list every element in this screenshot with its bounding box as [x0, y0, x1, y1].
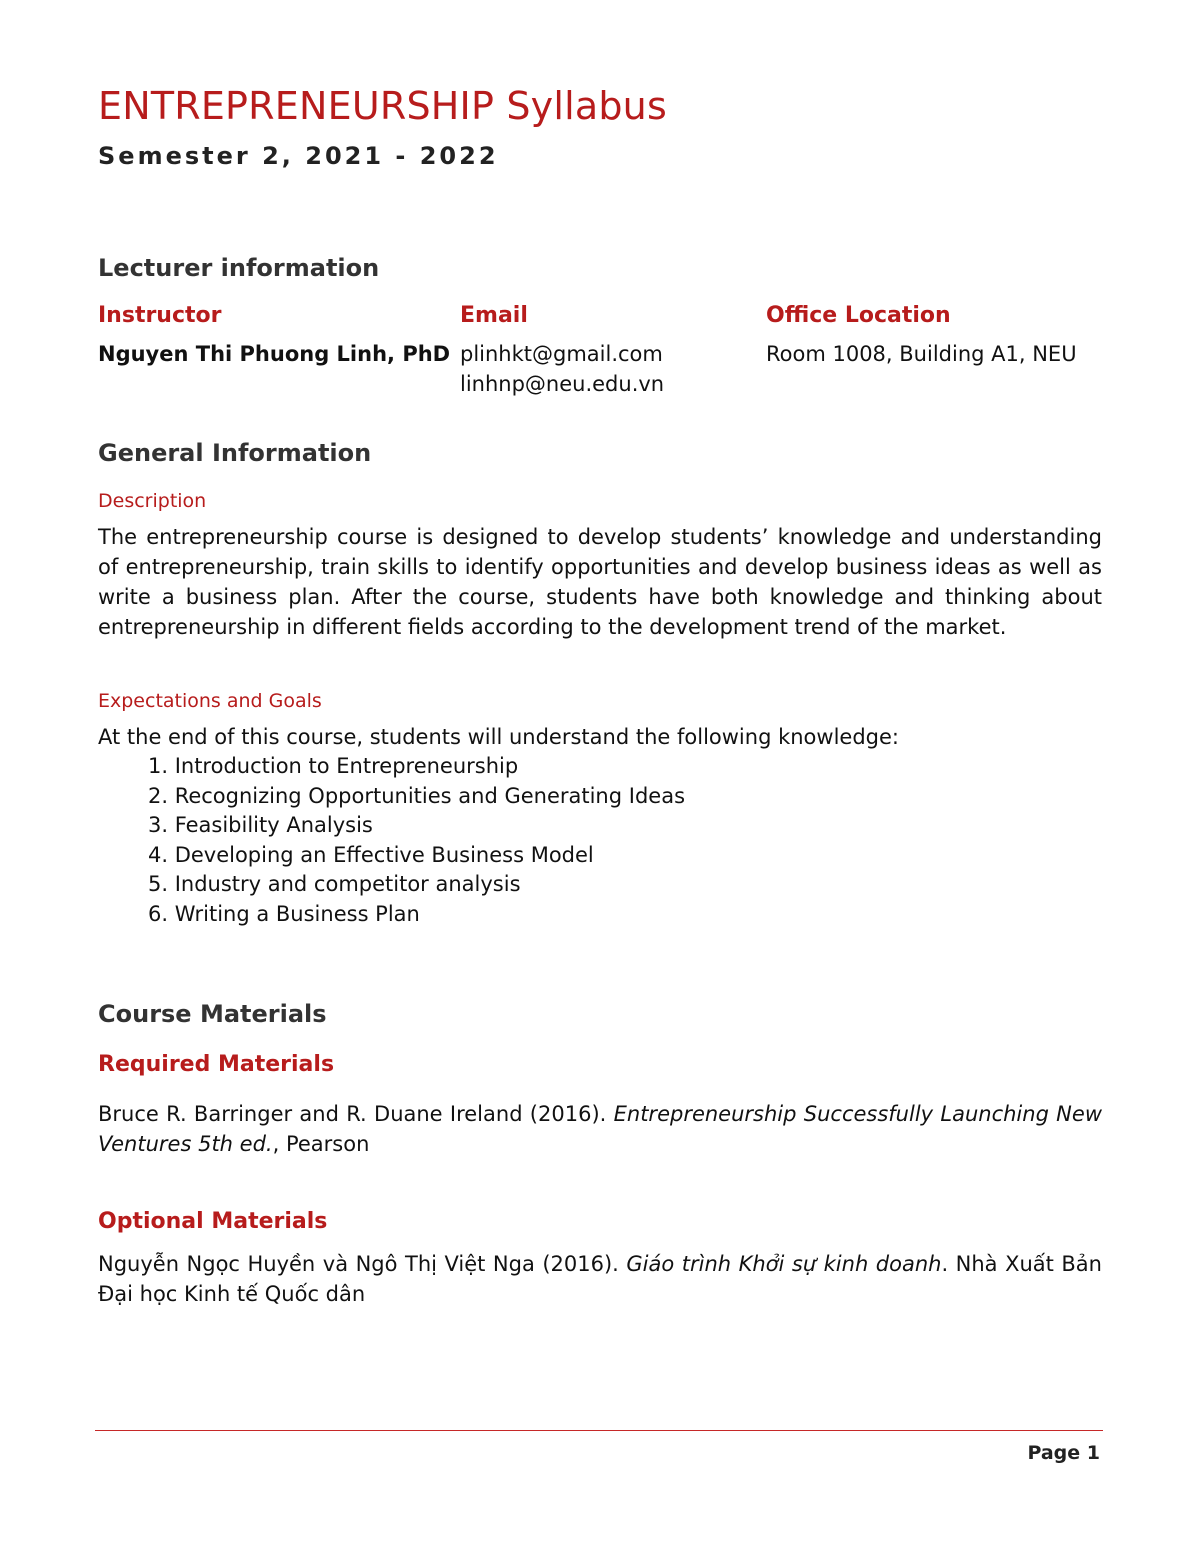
list-item: 6. Writing a Business Plan — [147, 901, 420, 926]
description-label: Description — [98, 490, 207, 512]
list-item: 3. Feasibility Analysis — [147, 813, 373, 838]
expectations-goals-label: Expectations and Goals — [98, 690, 322, 712]
goals-intro: At the end of this course, students will understand the following knowledge: — [98, 725, 899, 749]
optional-book-title: Giáo trình Khởi sự kinh doanh — [626, 1252, 942, 1276]
instructor-label: Instructor — [98, 303, 222, 328]
course-materials-heading: Course Materials — [98, 1000, 327, 1028]
document-title: ENTREPRENEURSHIP Syllabus — [98, 84, 667, 128]
optional-materials-reference: Nguyễn Ngọc Huyền và Ngô Thị Việt Nga (2016). Giáo trình Khởi sự kinh doanh. Nhà Xuất Bản Đại học Kinh tế Quốc dân — [98, 1252, 1102, 1306]
list-item: 2. Recognizing Opportunities and Generating Ideas — [147, 783, 686, 808]
description-text: The entrepreneurship course is designed to develop students’ knowledge and understanding of entrepreneurship, train skills to identify opportunities and develop business ideas as well as write a business plan. After the course, students have both knowledge and thinking about entrepreneurship in different fields according to the development trend of the market. — [98, 525, 1102, 639]
office-location-label: Office Location — [766, 303, 951, 328]
email-label: Email — [460, 303, 528, 328]
required-materials-label: Required Materials — [98, 1052, 335, 1077]
footer-divider — [95, 1430, 1103, 1431]
lecturer-info-heading: Lecturer information — [98, 254, 380, 282]
instructor-name: Nguyen Thi Phuong Linh, PhD — [98, 342, 451, 366]
office-location-value: Room 1008, Building A1, NEU — [766, 342, 1077, 366]
semester-subtitle: Semester 2, 2021 - 2022 — [98, 142, 499, 170]
goals-list — [98, 752, 685, 930]
syllabus-page — [98, 0, 1102, 1553]
email-secondary[interactable]: linhnp@neu.edu.vn — [460, 372, 665, 396]
list-item: 4. Developing an Effective Business Model — [147, 842, 594, 867]
email-primary[interactable]: plinhkt@gmail.com — [460, 342, 663, 366]
list-item: 5. Industry and competitor analysis — [147, 872, 521, 897]
required-materials-reference: Bruce R. Barringer and R. Duane Ireland (2016). Entrepreneurship Successfully Launching New Ventures 5th ed., Pearson — [98, 1102, 1102, 1156]
required-book-title: Entrepreneurship Successfully Launching New Ventures 5th ed. — [98, 1102, 1102, 1156]
list-item: 1. Introduction to Entrepreneurship — [147, 754, 519, 778]
general-info-heading: General Information — [98, 439, 372, 467]
optional-materials-label: Optional Materials — [98, 1209, 328, 1234]
page-number: Page 1 — [1027, 1442, 1100, 1464]
